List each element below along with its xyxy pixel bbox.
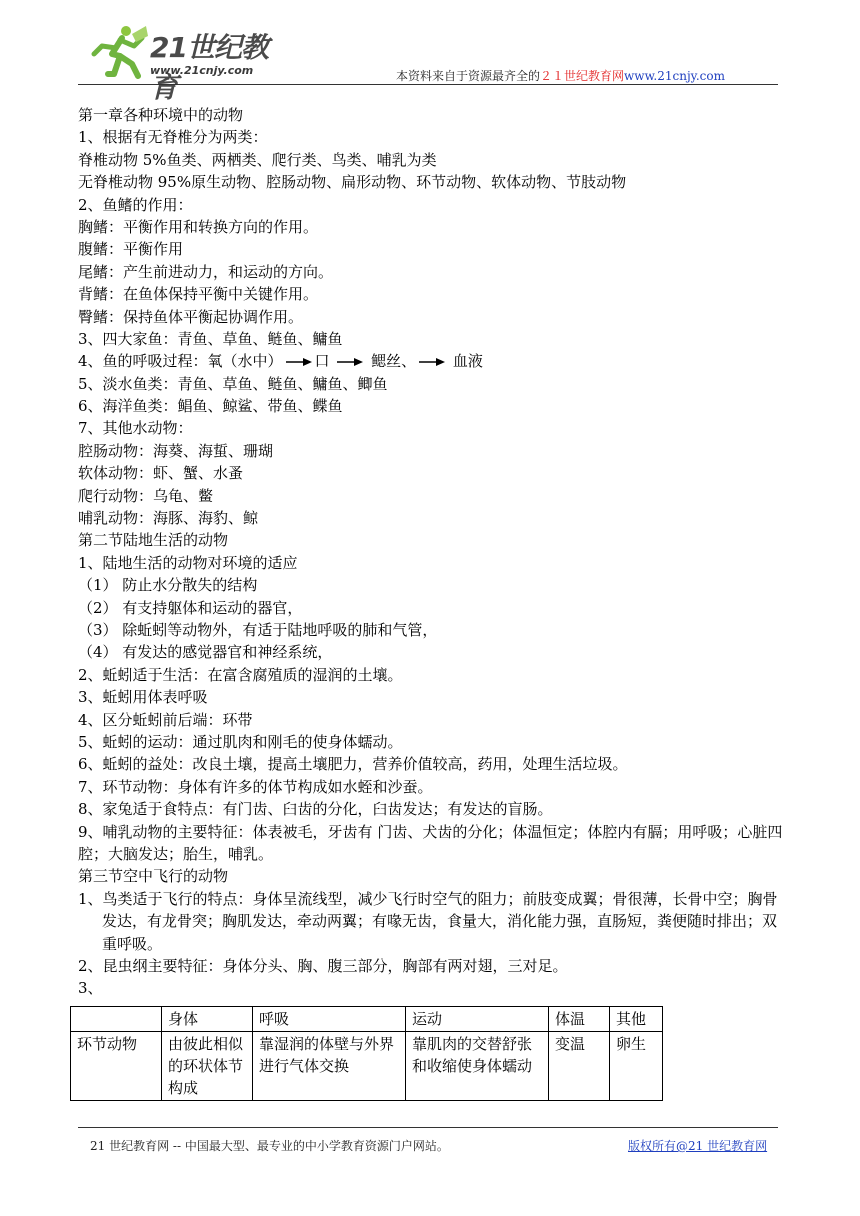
text-line: 3、四大家鱼：青鱼、草鱼、鲢鱼、鳙鱼 [78, 329, 343, 348]
header-note-site: ２１世纪教育网 [540, 69, 625, 83]
text-line: 臀鳍：保持鱼体平衡起协调作用。 [78, 307, 304, 326]
text-line: 哺乳动物：海豚、海豹、鲸 [78, 509, 259, 528]
arrow-right-icon [336, 357, 364, 367]
text-line: 7、环节动物：身体有许多的体节构成如水蛭和沙蚕。 [78, 777, 433, 796]
text-line: 无脊椎动物 95%原生动物、腔肠动物、扁形动物、环节动物、软体动物、节肢动物 [78, 173, 627, 192]
text-line: 尾鳍：产生前进动力，和运动的方向。 [78, 262, 334, 281]
text-line: 3、 [78, 979, 103, 998]
text-line: 4、区分蚯蚓前后端：环带 [78, 710, 253, 729]
header-note-prefix: 本资料来自于资源最齐全的 [396, 69, 541, 83]
text-line: 2、昆虫纲主要特征：身体分头、胸、腹三部分，胸部有两对翅，三对足。 [78, 956, 568, 975]
text-paragraph: 9、哺乳动物的主要特征：体表被毛，牙齿有 门齿、犬齿的分化；体温恒定；体腔内有膈；用呼吸；心脏四腔；大脑发达；胎生，哺乳。 [78, 822, 783, 863]
text-line: 背鳍：在鱼体保持平衡中关键作用。 [78, 285, 319, 304]
text-line: 7、其他水动物： [78, 419, 193, 438]
text-paragraph: 1、鸟类适于飞行的特点：身体呈流线型，减少飞行时空气的阻力；前肢变成翼；骨很薄，长骨中空；胸骨发达，有龙骨突；胸肌发达，牵动两翼；有喙无齿，食量大，消化能力强，直肠短，粪便随时排出；双重呼吸。 [78, 889, 778, 953]
runner-logo-icon [86, 24, 150, 82]
text-line: 1、陆地生活的动物对环境的适应 [78, 553, 298, 572]
text-segment: 血液 [452, 352, 483, 371]
text-line: 腹鳍：平衡作用 [78, 240, 184, 259]
table-cell: 靠湿润的体壁与外界进行气体交换 [253, 1032, 406, 1101]
text-line: 1、根据有无脊椎分为两类： [78, 128, 268, 147]
table-cell: 由彼此相似的环状体节构成 [162, 1032, 253, 1101]
text-segment: 口 [314, 352, 330, 371]
text-line: 爬行动物：乌龟、鳖 [78, 486, 214, 505]
table-header-cell: 其他 [610, 1007, 663, 1032]
footer-divider [78, 1127, 778, 1128]
logo-url: www.21cnjy.com [150, 64, 254, 77]
table-header-cell: 身体 [162, 1007, 253, 1032]
text-segment: 鳃丝、 [371, 352, 417, 371]
text-line: 腔肠动物：海葵、海蜇、珊瑚 [78, 441, 274, 460]
breathing-process-line [78, 350, 784, 372]
section-title: 第三节空中飞行的动物 [78, 867, 229, 886]
text-line: 5、淡水鱼类：青鱼、草鱼、鲢鱼、鳙鱼、鲫鱼 [78, 374, 388, 393]
text-segment: 4、鱼的呼吸过程：氧（水中） [78, 352, 283, 371]
text-line: 脊椎动物 5%鱼类、两栖类、爬行类、鸟类、哺乳为类 [78, 150, 437, 169]
comparison-table [70, 1006, 663, 1101]
table-row [71, 1032, 663, 1101]
table-header-row [71, 1007, 663, 1032]
arrow-right-icon [285, 357, 313, 367]
text-line: 胸鳍：平衡作用和转换方向的作用。 [78, 217, 319, 236]
logo-text: 21世纪教育 [150, 31, 268, 104]
text-line: （4） 有发达的感觉器官和神经系统， [78, 643, 333, 662]
text-line: （3） 除蚯蚓等动物外，有适于陆地呼吸的肺和气管， [78, 620, 438, 639]
chapter-title: 第一章各种环境中的动物 [78, 106, 244, 124]
text-line: 2、蚯蚓适于生活：在富含腐殖质的湿润的土壤。 [78, 665, 403, 684]
table-cell: 靠肌肉的交替舒张和收缩使身体蠕动 [406, 1032, 549, 1101]
table-cell: 环节动物 [71, 1032, 162, 1101]
footer-copyright-link[interactable]: 版权所有@21 世纪教育网 [628, 1139, 768, 1153]
text-line: 2、鱼鳍的作用： [78, 195, 193, 214]
text-line: 3、蚯蚓用体表呼吸 [78, 688, 208, 707]
text-line: 8、家兔适于食特点：有门齿、臼齿的分化，臼齿发达；有发达的盲肠。 [78, 800, 553, 819]
page-header [0, 0, 860, 104]
text-line: 6、海洋鱼类：鲳鱼、鲸鲨、带鱼、鲽鱼 [78, 397, 343, 416]
table-header-cell: 运动 [406, 1007, 549, 1032]
table-header-cell: 呼吸 [253, 1007, 406, 1032]
footer-text: 21 世纪教育网 -- 中国最大型、最专业的中小学教育资源门户网站。 [90, 1139, 449, 1153]
text-line: 软体动物：虾、蟹、水蚤 [78, 464, 244, 483]
table-header-cell: 体温 [549, 1007, 610, 1032]
document-body [78, 104, 784, 1000]
header-note [396, 67, 725, 84]
table-header-cell [71, 1007, 162, 1032]
text-line: 6、蚯蚓的益处：改良土壤，提高土壤肥力，营养价值较高，药用，处理生活垃圾。 [78, 755, 628, 774]
table-cell: 卵生 [610, 1032, 663, 1101]
site-logo[interactable] [86, 24, 286, 104]
text-line: 5、蚯蚓的运动：通过肌肉和刚毛的使身体蠕动。 [78, 732, 403, 751]
table-cell: 变温 [549, 1032, 610, 1101]
text-line: （2） 有支持躯体和运动的器官， [78, 598, 303, 617]
text-line: （1） 防止水分散失的结构 [78, 576, 258, 595]
arrow-right-icon [418, 357, 446, 367]
header-note-link[interactable]: www.21cnjy.com [624, 69, 725, 83]
header-divider [78, 84, 778, 85]
section-title: 第二节陆地生活的动物 [78, 531, 229, 550]
